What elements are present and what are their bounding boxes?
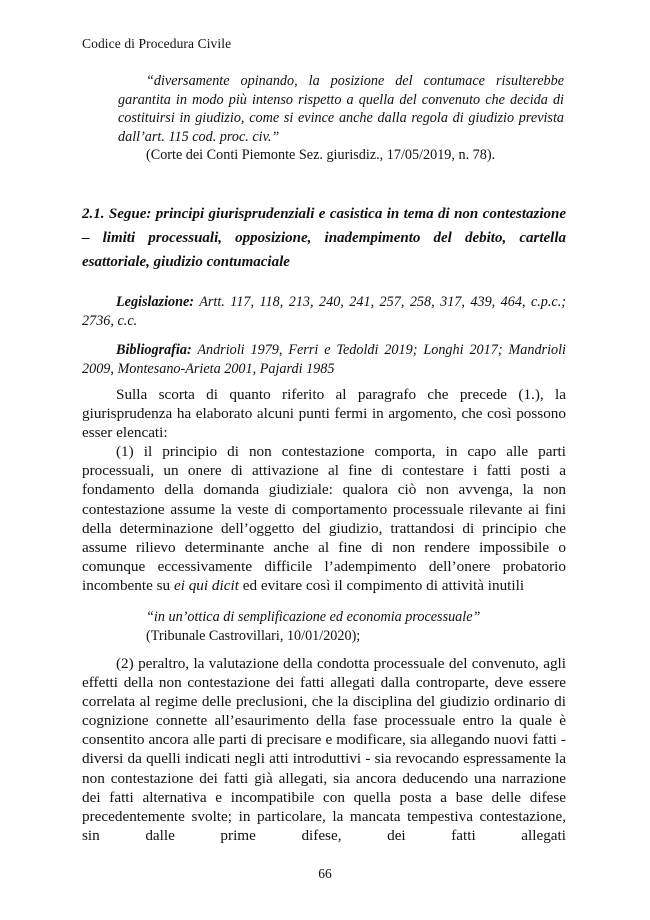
inline-quote	[118, 608, 564, 645]
body-section-2	[82, 654, 566, 845]
opening-quote-source: (Corte dei Conti Piemonte Sez. giurisdiz., 17/05/2019, n. 78).	[146, 147, 496, 164]
bibliography-text: Andrioli 1979, Ferri e Tedoldi 2019; Longhi 2017; Mandrioli 2009, Montesano-Arieta 2001, Pajardi 1985	[82, 342, 566, 377]
body-section-1	[82, 385, 566, 595]
legislation-label: Legislazione:	[116, 294, 195, 310]
point-1-paragraph	[82, 442, 566, 595]
section-title: 2.1. Segue: principi giurisprudenziali e casistica in tema di non contestazione – limiti processuali, opposizione, inadempimento del debito, cartella esattoriale, giudizio contumaciale	[82, 206, 566, 270]
point-2-paragraph: (2) peraltro, la valutazione della condotta processuale del convenuto, agli effetti della non contestazione dei fatti allegati dalla controparte, deve essere correlata al regime delle preclusioni, che la disciplina del giudizio ordinario di cognizione connette all’esaurimento della fase processuale entro la quale è consentito ancora alle parti di precisare e modificare, sia allegando nuovi fatti - diversi da quelli indicati negli atti introduttivi - sia revocando espressamente la non contestazione dei fatti già allegati, sia ancora deducendo una narrazione dei fatti alternativa e incompatibile con quella posta a base delle difese precedentemente svolte; in particolare, la mancata tempestiva contestazione, sin dalle prime difese, dei fatti allegati	[82, 655, 566, 844]
inline-quote-source: (Tribunale Castrovillari, 10/01/2020);	[146, 627, 361, 644]
bibliography-label: Bibliografia:	[116, 342, 192, 358]
opening-quote-text: “diversamente opinando, la posizione del contumace risulterebbe garantita in modo più intenso rispetto a quella del convenuto che decida di costituirsi in giudizio, come si evince anche dalla regola di giudizio prevista dall’art. 115 cod. proc. civ.”	[118, 73, 564, 145]
intro-paragraph: Sulla scorta di quanto riferito al paragrafo che precede (1.), la giurisprudenza ha elaborato alcuni punti fermi in argomento, che così possono esser elencati:	[82, 386, 566, 442]
latin-phrase: ei qui dicit	[173, 576, 239, 594]
point-1-end: ed evitare così il compimento di attività inutili	[238, 576, 525, 594]
inline-quote-text: “in un’ottica di semplificazione ed economia processuale”	[146, 609, 481, 625]
opening-quote	[118, 72, 564, 165]
page-number: 66	[318, 866, 332, 881]
running-header: Codice di Procedura Civile	[82, 36, 232, 51]
legislation-text: Artt. 117, 118, 213, 240, 241, 257, 258, 317, 439, 464, c.p.c.; 2736, c.c.	[82, 294, 566, 329]
legislation-paragraph	[82, 293, 566, 331]
point-1-start: (1) il principio di non contestazione comporta, in capo alle parti processuali, un onere di attivazione al fine di contestare i fatti posti a fondamento della domanda giudiziale: qualora ciò non avvenga, la non contestazione assume la veste di comportamento processuale rilevante ai fini della determinazione dell’oggetto del giudizio, trattandosi di principio che assume rilievo determinante anche al fine di non rendere impossibile o comunque eccessivamente difficile l’adempimento dell’onere probatorio incombente su	[82, 443, 566, 594]
bibliography-paragraph	[82, 341, 566, 379]
